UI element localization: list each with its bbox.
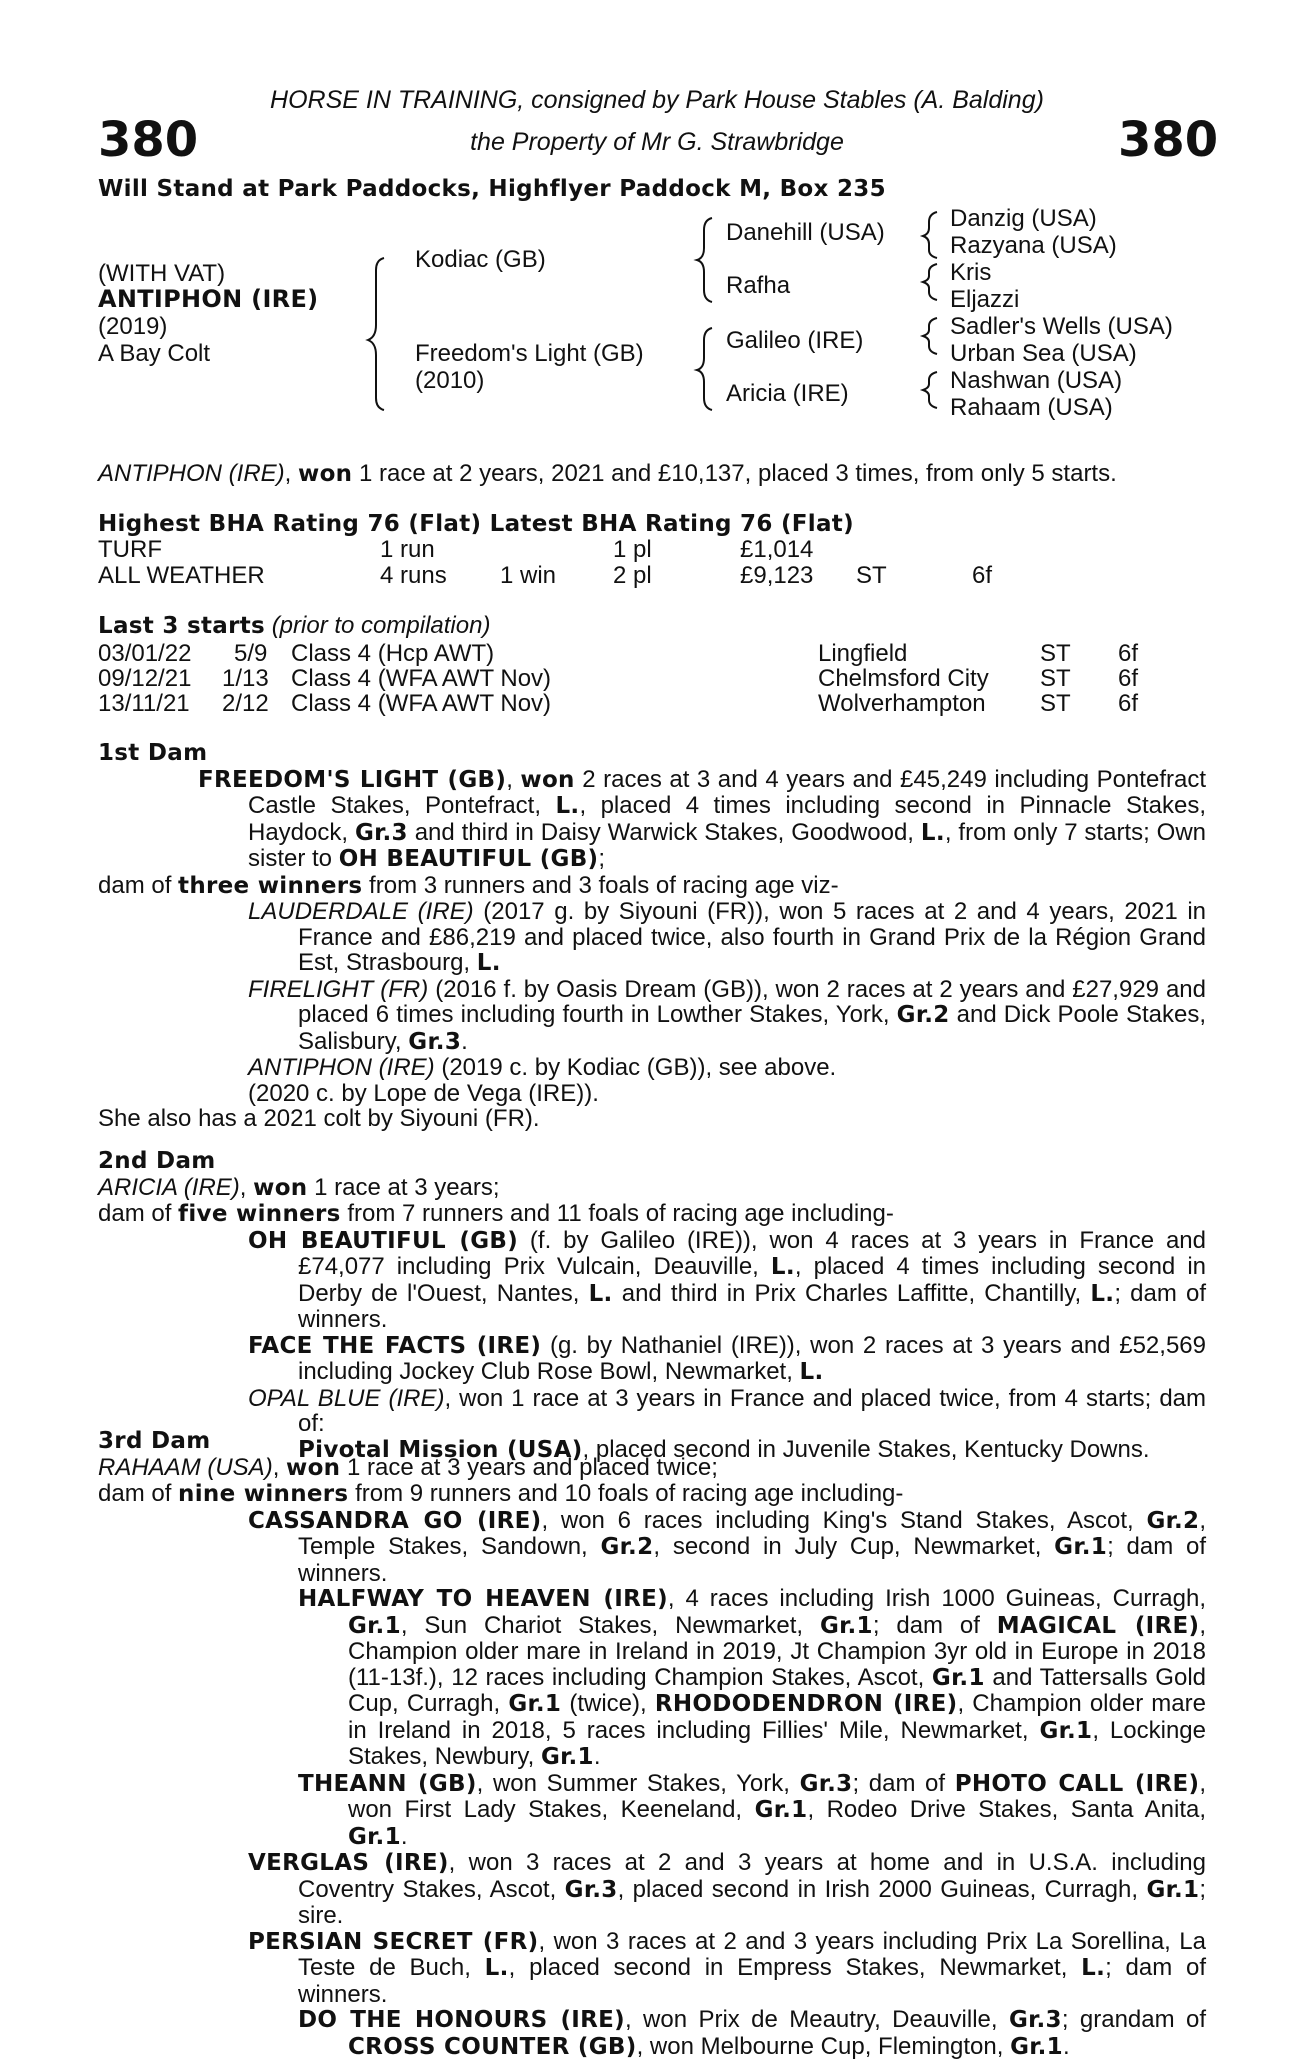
sire: Kodiac (GB): [415, 246, 546, 273]
last-starts-heading: [98, 612, 490, 640]
second-dam-section: [98, 1148, 1206, 1463]
record-going: ST: [856, 562, 887, 589]
last-starts-title: Last 3 starts: [98, 613, 266, 639]
produce-entry: FIRELIGHT (FR) (2016 f. by Oasis Dream (GB)), won 2 races at 2 years and £27,929 and placed 6 times including fourth in Lowther Stakes, York, Gr.2 and Dick Poole Stakes, Salisbury, Gr.3.: [248, 975, 1206, 1055]
produce-entry: ANTIPHON (IRE) (2019 c. by Kodiac (GB)), see above.: [248, 1054, 837, 1081]
start-date: 03/01/22: [98, 640, 192, 667]
start-date: 09/12/21: [98, 665, 192, 692]
sire-dam-sire: Kris: [950, 259, 992, 286]
produce-entry: HALFWAY TO HEAVEN (IRE), 4 races including Irish 1000 Guineas, Curragh, Gr.1, Sun Chariot Stakes, Newmarket, Gr.1; dam of MAGICAL (IRE), Champion older mare in Ireland in 2019, Jt Champion 3yr old in Europe in 2018 (11-13f.), 12 races including Champion Stakes, Ascot, Gr.1 and Tattersalls Gold Cup, Curragh, Gr.1 (twice), RHODODENDRON (IRE), Champion older mare in Ireland in 2018, 5 races including Fillies' Mile, Newmarket, Gr.1, Lockinge Stakes, Newbury, Gr.1.: [298, 1585, 1207, 1770]
record-prize: £1,014: [740, 536, 814, 563]
dam-record: FREEDOM'S LIGHT (GB), won 2 races at 3 and 4 years and £45,249 including Pontefract Castle Stakes, Pontefract, L., placed 4 times including second in Pinnacle Stakes, Haydock, Gr.3 and third in Daisy Warwick Stakes, Goodwood, L., from only 7 starts; Own sister to OH BEAUTIFUL (GB);: [198, 765, 1207, 872]
record-surface: ALL WEATHER: [98, 562, 265, 589]
dam-record: ARICIA (IRE), won 1 race at 3 years;: [98, 1173, 500, 1201]
produce-entry: VERGLAS (IRE), won 3 races at 2 and 3 years at home and in U.S.A. including Coventry Stakes, Ascot, Gr.3, placed second in Irish 2000 Guineas, Curragh, Gr.1; sire.: [248, 1849, 1207, 1929]
vat-note: (WITH VAT): [98, 260, 226, 287]
horse-name: ANTIPHON (IRE): [98, 285, 319, 313]
record-surface: TURF: [98, 536, 162, 563]
produce-entry: LAUDERDALE (IRE) (2017 g. by Siyouni (FR)), won 5 races at 2 and 4 years, 2021 in France and £86,219 and placed twice, also fourth in Grand Prix de la Région Grand Est, Strasbourg, L.: [248, 898, 1207, 976]
produce-summary: dam of nine winners from 9 runners and 10 foals of racing age including-: [98, 1480, 904, 1507]
produce-entry: OH BEAUTIFUL (GB) (f. by Galileo (IRE)), won 4 races at 3 years in France and £74,077 including Prix Vulcain, Deauville, L., placed 4 times including second in Derby de l'Ouest, Nantes, L. and third in Prix Charles Laffitte, Chantilly, L.; dam of winners.: [248, 1226, 1206, 1333]
race-summary: ANTIPHON (IRE), won 1 race at 2 years, 2021 and £10,137, placed 3 times, from only 5 starts.: [98, 460, 1117, 487]
horse-year: (2019): [98, 313, 168, 340]
start-going: ST: [1040, 690, 1071, 717]
section-heading: 3rd Dam: [98, 1428, 211, 1454]
lot-number-left: 380: [98, 112, 199, 168]
start-position: 2/12: [222, 690, 269, 717]
dam-sire-dam: Urban Sea (USA): [950, 340, 1137, 367]
dam: Freedom's Light (GB): [415, 340, 644, 367]
start-race: Class 4 (Hcp AWT): [291, 640, 495, 667]
record-placed: 1 pl: [613, 536, 652, 563]
section-heading: 1st Dam: [98, 740, 208, 766]
summary-won: won: [298, 461, 353, 487]
stand-location: Will Stand at Park Paddocks, Highflyer Paddock M, Box 235: [98, 176, 886, 202]
sire-dam-dam: Eljazzi: [950, 286, 1020, 313]
record-placed: 2 pl: [613, 562, 652, 589]
dam-dam-sire: Nashwan (USA): [950, 367, 1123, 394]
dam-record: RAHAAM (USA), won 1 race at 3 years and placed twice;: [98, 1453, 718, 1481]
produce-summary: dam of five winners from 7 runners and 11 foals of racing age including-: [98, 1200, 894, 1227]
sire-sire-dam: Razyana (USA): [950, 232, 1117, 259]
produce-entry: FACE THE FACTS (IRE) (g. by Nathaniel (IRE)), won 2 races at 3 years and £52,569 including Jockey Club Rose Bowl, Newmarket, L.: [248, 1331, 1206, 1385]
dam-dam-dam: Rahaam (USA): [950, 394, 1113, 421]
start-race: Class 4 (WFA AWT Nov): [291, 665, 552, 692]
third-dam-section: [98, 1428, 1206, 2060]
start-distance: 6f: [1118, 640, 1139, 667]
produce-summary: dam of three winners from 3 runners and 3 foals of racing age viz-: [98, 871, 839, 899]
produce-entry: DO THE HONOURS (IRE), won Prix de Meautry, Deauville, Gr.3; grandam of CROSS COUNTER (GB), won Melbourne Cup, Flemington, Gr.1.: [298, 2006, 1207, 2060]
produce-entry: Pivotal Mission (USA), placed second in Juvenile Stakes, Kentucky Downs.: [298, 1435, 1150, 1463]
record-runs: 4 runs: [380, 562, 447, 589]
produce-entry: CASSANDRA GO (IRE), won 6 races including King's Stand Stakes, Ascot, Gr.2, Temple Stakes, Sandown, Gr.2, second in July Cup, Newmarket, Gr.1; dam of winners.: [248, 1506, 1207, 1587]
start-course: Lingfield: [818, 640, 908, 667]
start-going: ST: [1040, 640, 1071, 667]
produce-note: She also has a 2021 colt by Siyouni (FR).: [98, 1105, 540, 1132]
dam-year: (2010): [415, 367, 485, 394]
record-runs: 1 run: [380, 536, 435, 563]
start-date: 13/11/21: [98, 690, 190, 717]
record-prize: £9,123: [740, 562, 814, 589]
last-starts-note: (prior to compilation): [271, 612, 491, 639]
dam-dam: Aricia (IRE): [726, 380, 849, 407]
dam-sire-sire: Sadler's Wells (USA): [950, 313, 1173, 340]
start-position: 5/9: [234, 640, 268, 667]
lot-number-right: 380: [1118, 112, 1219, 168]
start-course: Chelmsford City: [818, 665, 989, 692]
dam-sire: Galileo (IRE): [726, 327, 864, 354]
summary-horse-name: ANTIPHON (IRE): [98, 460, 285, 487]
start-distance: 6f: [1118, 690, 1139, 717]
start-going: ST: [1040, 665, 1071, 692]
summary-text: 1 race at 2 years, 2021 and £10,137, placed 3 times, from only 5 starts.: [352, 460, 1117, 487]
section-heading: 2nd Dam: [98, 1148, 216, 1174]
start-position: 1/13: [222, 665, 269, 692]
produce-entry: PERSIAN SECRET (FR), won 3 races at 2 and 3 years including Prix La Sorellina, La Teste de Buch, L., placed second in Empress Stakes, Newmarket, L.; dam of winners.: [248, 1927, 1206, 2008]
first-dam-section: [98, 740, 1206, 1132]
sire-sire-sire: Danzig (USA): [950, 205, 1097, 232]
produce-entry: OPAL BLUE (IRE), won 1 race at 3 years in France and placed twice, from 4 starts; dam of:: [248, 1384, 1207, 1437]
start-distance: 6f: [1118, 665, 1139, 692]
record-distance: 6f: [972, 562, 993, 589]
record-wins: 1 win: [500, 562, 557, 589]
bha-ratings: Highest BHA Rating 76 (Flat) Latest BHA Rating 76 (Flat): [98, 511, 854, 537]
dam-name: FREEDOM'S LIGHT (GB): [198, 766, 507, 793]
start-course: Wolverhampton: [818, 690, 986, 717]
start-race: Class 4 (WFA AWT Nov): [291, 690, 552, 717]
consignor-line: HORSE IN TRAINING, consigned by Park House Stables (A. Balding): [270, 86, 1044, 114]
property-line: the Property of Mr G. Strawbridge: [470, 128, 844, 156]
sire-dam: Rafha: [726, 272, 791, 299]
produce-entry: THEANN (GB), won Summer Stakes, York, Gr.3; dam of PHOTO CALL (IRE), won First Lady Stakes, Keeneland, Gr.1, Rodeo Drive Stakes, Santa Anita, Gr.1.: [298, 1769, 1206, 1850]
sire-sire: Danehill (USA): [726, 219, 885, 246]
horse-description: A Bay Colt: [98, 340, 211, 367]
produce-entry: (2020 c. by Lope de Vega (IRE)).: [248, 1079, 599, 1107]
